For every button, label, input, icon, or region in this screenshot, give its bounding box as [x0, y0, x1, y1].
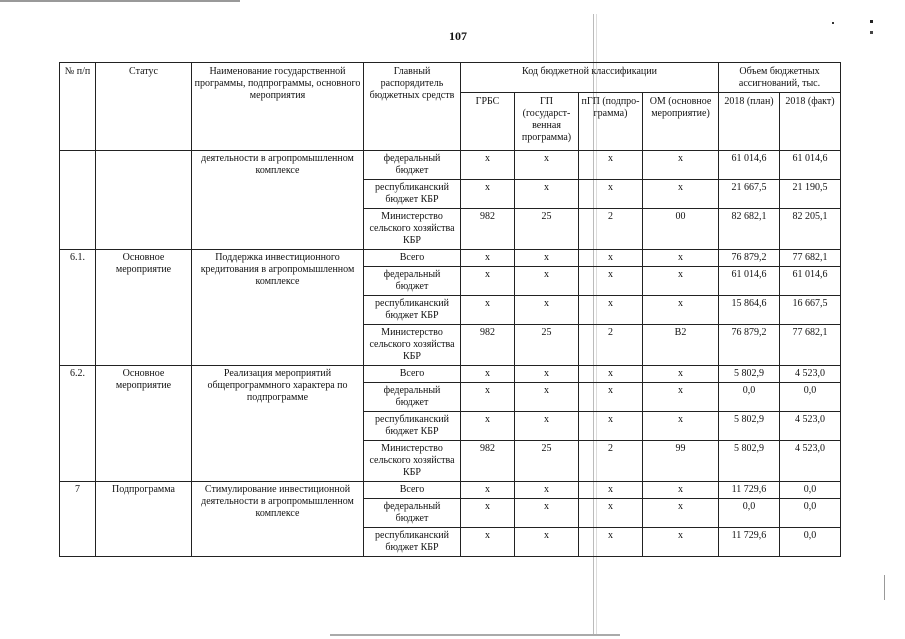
code-grbs: 982	[461, 441, 515, 482]
row-number: 6.2.	[60, 366, 96, 482]
code-pgp: 2	[579, 209, 643, 250]
code-grbs: х	[461, 267, 515, 296]
page-number: 107	[449, 29, 467, 43]
header-fact: 2018 (факт)	[780, 93, 841, 151]
row-name: Стимулирование инвестиционной деятельности в агропромышленном комплексе	[192, 482, 364, 557]
row-name: Поддержка инвестиционного кредитования в агропромышленном комплексе	[192, 250, 364, 366]
code-om: х	[643, 180, 719, 209]
code-gp: х	[515, 250, 579, 267]
scan-artifact-right	[884, 575, 885, 600]
code-gp: х	[515, 528, 579, 557]
amount-fact: 4 523,0	[780, 441, 841, 482]
code-grbs: 982	[461, 325, 515, 366]
budget-manager: федеральный бюджет	[364, 383, 461, 412]
budget-manager: федеральный бюджет	[364, 499, 461, 528]
table-row	[60, 250, 841, 267]
table-row	[60, 482, 841, 499]
header-gp: ГП (государст-венная программа)	[515, 93, 579, 151]
row-number	[60, 151, 96, 250]
row-status: Подпрограмма	[96, 482, 192, 557]
amount-plan: 0,0	[719, 383, 780, 412]
header-num: № п/п	[60, 63, 96, 151]
amount-fact: 16 667,5	[780, 296, 841, 325]
code-pgp: х	[579, 151, 643, 180]
budget-manager: Министерство сельского хозяйства КБР	[364, 441, 461, 482]
header-manager: Главный распорядитель бюджетных средств	[364, 63, 461, 151]
code-om: х	[643, 296, 719, 325]
amount-plan: 15 864,6	[719, 296, 780, 325]
code-gp: х	[515, 366, 579, 383]
code-gp: 25	[515, 325, 579, 366]
amount-fact: 0,0	[780, 528, 841, 557]
budget-manager: республиканский бюджет КБР	[364, 296, 461, 325]
amount-plan: 11 729,6	[719, 482, 780, 499]
code-pgp: 2	[579, 325, 643, 366]
header-om: ОМ (основное мероприятие)	[643, 93, 719, 151]
budget-manager: Министерство сельского хозяйства КБР	[364, 209, 461, 250]
scan-speck	[832, 22, 834, 24]
amount-fact: 77 682,1	[780, 250, 841, 267]
amount-plan: 5 802,9	[719, 366, 780, 383]
code-om: х	[643, 482, 719, 499]
code-grbs: х	[461, 383, 515, 412]
code-om: 99	[643, 441, 719, 482]
code-om: х	[643, 366, 719, 383]
amount-fact: 82 205,1	[780, 209, 841, 250]
header-grbs: ГРБС	[461, 93, 515, 151]
amount-plan: 76 879,2	[719, 250, 780, 267]
code-om: х	[643, 499, 719, 528]
budget-manager: Всего	[364, 482, 461, 499]
code-grbs: х	[461, 482, 515, 499]
header-pgp: пГП (подпро-грамма)	[579, 93, 643, 151]
code-grbs: х	[461, 499, 515, 528]
amount-plan: 76 879,2	[719, 325, 780, 366]
amount-plan: 5 802,9	[719, 412, 780, 441]
row-status	[96, 151, 192, 250]
budget-manager: федеральный бюджет	[364, 267, 461, 296]
code-grbs: х	[461, 151, 515, 180]
code-om: х	[643, 383, 719, 412]
code-gp: х	[515, 482, 579, 499]
header-status: Статус	[96, 63, 192, 151]
code-gp: х	[515, 383, 579, 412]
amount-fact: 4 523,0	[780, 366, 841, 383]
code-pgp: х	[579, 250, 643, 267]
amount-fact: 0,0	[780, 499, 841, 528]
budget-table	[59, 62, 841, 557]
table-row	[60, 151, 841, 180]
code-pgp: х	[579, 267, 643, 296]
budget-manager: республиканский бюджет КБР	[364, 528, 461, 557]
code-pgp: х	[579, 412, 643, 441]
row-name: Реализация мероприятий общепрограммного характера по подпрограмме	[192, 366, 364, 482]
amount-plan: 82 682,1	[719, 209, 780, 250]
code-om: В2	[643, 325, 719, 366]
amount-plan: 5 802,9	[719, 441, 780, 482]
amount-plan: 61 014,6	[719, 151, 780, 180]
amount-plan: 61 014,6	[719, 267, 780, 296]
code-gp: х	[515, 412, 579, 441]
amount-fact: 0,0	[780, 383, 841, 412]
budget-manager: Всего	[364, 250, 461, 267]
code-grbs: х	[461, 180, 515, 209]
code-om: 00	[643, 209, 719, 250]
code-grbs: х	[461, 412, 515, 441]
code-pgp: х	[579, 366, 643, 383]
budget-manager: республиканский бюджет КБР	[364, 180, 461, 209]
code-om: х	[643, 250, 719, 267]
code-gp: х	[515, 267, 579, 296]
code-pgp: х	[579, 296, 643, 325]
header-volume: Объем бюджетных ассигнований, тыс.	[719, 63, 841, 93]
row-status: Основное мероприятие	[96, 366, 192, 482]
amount-fact: 61 014,6	[780, 151, 841, 180]
header-code: Код бюджетной классификации	[461, 63, 719, 93]
scan-artifact-top	[0, 0, 240, 2]
amount-fact: 4 523,0	[780, 412, 841, 441]
code-gp: 25	[515, 209, 579, 250]
code-pgp: х	[579, 499, 643, 528]
scan-speck	[870, 31, 873, 34]
code-om: х	[643, 151, 719, 180]
budget-manager: Всего	[364, 366, 461, 383]
row-name: деятельности в агропромышленном комплексе	[192, 151, 364, 250]
code-gp: х	[515, 180, 579, 209]
amount-plan: 0,0	[719, 499, 780, 528]
code-grbs: х	[461, 250, 515, 267]
amount-fact: 61 014,6	[780, 267, 841, 296]
header-plan: 2018 (план)	[719, 93, 780, 151]
amount-plan: 11 729,6	[719, 528, 780, 557]
amount-plan: 21 667,5	[719, 180, 780, 209]
code-grbs: х	[461, 296, 515, 325]
code-gp: х	[515, 499, 579, 528]
row-number: 7	[60, 482, 96, 557]
budget-manager: федеральный бюджет	[364, 151, 461, 180]
code-gp: 25	[515, 441, 579, 482]
scan-artifact-bottom	[330, 634, 620, 636]
code-pgp: 2	[579, 441, 643, 482]
code-pgp: х	[579, 482, 643, 499]
budget-manager: республиканский бюджет КБР	[364, 412, 461, 441]
header-name: Наименование государственной программы, подпрограммы, основного мероприятия	[192, 63, 364, 151]
code-grbs: 982	[461, 209, 515, 250]
code-gp: х	[515, 296, 579, 325]
amount-fact: 0,0	[780, 482, 841, 499]
amount-fact: 77 682,1	[780, 325, 841, 366]
code-pgp: х	[579, 528, 643, 557]
row-status: Основное мероприятие	[96, 250, 192, 366]
amount-fact: 21 190,5	[780, 180, 841, 209]
code-om: х	[643, 267, 719, 296]
code-om: х	[643, 528, 719, 557]
budget-table-body	[60, 151, 841, 557]
budget-manager: Министерство сельского хозяйства КБР	[364, 325, 461, 366]
code-grbs: х	[461, 528, 515, 557]
code-pgp: х	[579, 383, 643, 412]
code-grbs: х	[461, 366, 515, 383]
code-om: х	[643, 412, 719, 441]
code-pgp: х	[579, 180, 643, 209]
row-number: 6.1.	[60, 250, 96, 366]
table-row	[60, 366, 841, 383]
scan-speck	[870, 20, 873, 23]
code-gp: х	[515, 151, 579, 180]
